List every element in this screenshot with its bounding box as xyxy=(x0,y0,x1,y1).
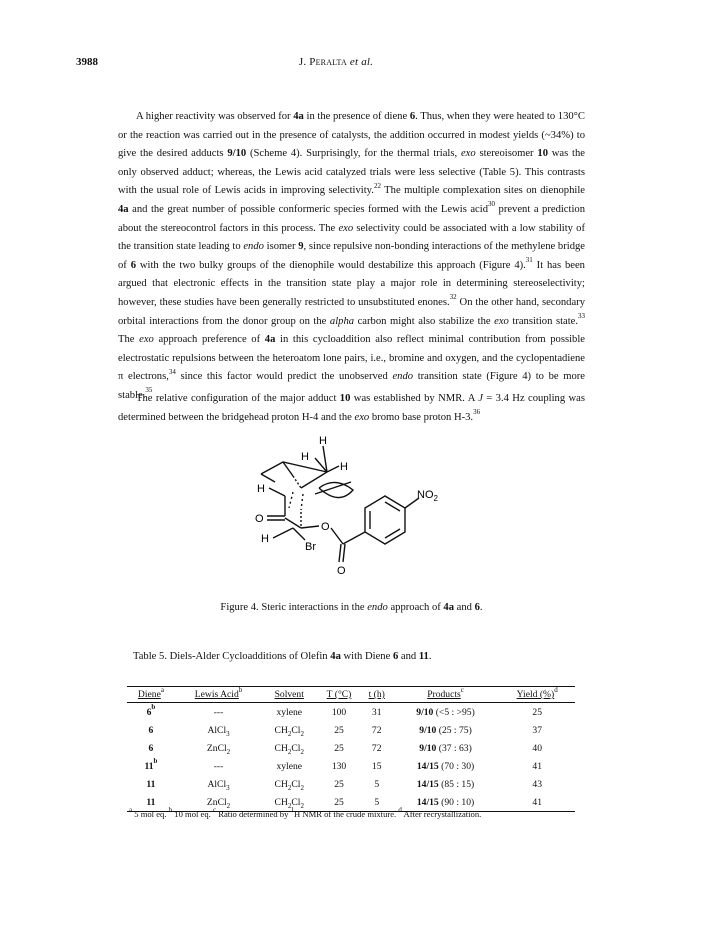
br-bond xyxy=(293,528,305,540)
footnote-mark: c xyxy=(212,806,217,815)
cell-yield xyxy=(499,757,575,775)
footnote-superscript: 1 xyxy=(290,806,295,815)
cell-value: 6 xyxy=(148,742,154,754)
cell-diene xyxy=(127,757,175,775)
cell-value: $CH_2Cl_2$ xyxy=(274,778,304,792)
paragraph-text xyxy=(118,390,585,427)
table-row xyxy=(127,721,575,739)
header-diene xyxy=(127,687,175,703)
cell-value: 25 xyxy=(532,706,542,718)
page-number: 3988 xyxy=(76,56,98,68)
compound-ref: 10 xyxy=(537,148,548,160)
steric-interaction-arc xyxy=(319,482,353,497)
reference-superscript: 33 xyxy=(578,312,586,320)
cell-value: 31 xyxy=(371,706,382,718)
cell-yield xyxy=(499,775,575,793)
caption-text: Figure 4. Steric interactions in the xyxy=(220,602,368,613)
paragraph-text xyxy=(118,108,585,406)
text-run: , since repulsive non-bonding interactions of the methylene bridge of xyxy=(118,241,585,271)
atom-label-h-bridge: H xyxy=(301,451,309,463)
benzene-ring xyxy=(365,496,405,544)
carbonyl-bond xyxy=(339,544,341,562)
cell-temperature xyxy=(316,739,361,757)
diene-left-edge xyxy=(261,474,275,482)
text-run: (Scheme 4). Surprisingly, for the thermal trials, xyxy=(246,148,461,160)
atom-label-nitro xyxy=(417,489,439,503)
cell-time xyxy=(362,703,392,722)
steric-cross-line xyxy=(315,482,351,494)
table-header-row xyxy=(127,687,575,703)
text-run: The xyxy=(118,334,140,346)
text-run: On the other hand, secondary orbital interactions from the donor group on the xyxy=(118,296,585,327)
italic-term: J xyxy=(478,393,483,404)
cell-ratio: (<5 : >95) xyxy=(435,706,475,718)
cell-value: xylene xyxy=(276,706,303,718)
compound-ref: 4a xyxy=(330,651,341,662)
cell-value: 9/10 xyxy=(419,724,437,736)
cell-temperature xyxy=(316,721,361,739)
cell-solvent xyxy=(262,757,316,775)
cell-value: 6 xyxy=(148,724,154,736)
cell-value: --- xyxy=(213,760,224,772)
text-run: The multiple complexation sites on dienophile xyxy=(380,185,585,197)
text-run: since this factor would predict the unobserved xyxy=(175,371,393,383)
atom-label-h-left: H xyxy=(257,483,265,495)
footnote-text: H NMR of the crude mixture. xyxy=(294,809,399,819)
cell-yield xyxy=(499,703,575,722)
cell-value: 43 xyxy=(532,778,542,790)
cell-value: 14/15 xyxy=(416,760,439,772)
footnote-text: After recrystallization. xyxy=(401,809,482,819)
cell-products xyxy=(392,703,500,722)
italic-term: exo xyxy=(338,222,354,234)
table-footnote xyxy=(129,806,482,819)
cell-value: 25 xyxy=(334,724,344,736)
footnote-mark: a xyxy=(129,806,133,815)
cell-ratio: (25 : 75) xyxy=(438,724,472,736)
cell-value: 25 xyxy=(334,778,344,790)
table-row xyxy=(127,775,575,793)
text-run: was the only observed adduct; whereas, the Lewis acid catalyzed trials were less selective (Table 5). This contrasts with the usual role of Lewis acids in improving selectivity. xyxy=(118,148,585,197)
cell-diene xyxy=(127,703,175,722)
cell-solvent xyxy=(262,703,316,722)
italic-term: endo xyxy=(243,241,264,253)
table-row xyxy=(127,703,575,722)
running-head-etal: et al. xyxy=(349,56,374,68)
atom-label-carbonyl-o: O xyxy=(337,565,346,577)
cell-ratio: (37 : 63) xyxy=(438,742,472,754)
text-run: in this cycloaddition also reflect minimal contribution from possible electrostatic repulsions between the heteroatom lone pairs, i.e., bromine and oxygen, and the cyclopentadiene π electrons, xyxy=(118,334,585,383)
cell-value: 41 xyxy=(532,796,542,808)
reference-superscript: 32 xyxy=(449,293,457,302)
italic-term: endo xyxy=(392,371,414,383)
header-lewis-acid xyxy=(175,687,262,703)
italic-term: exo xyxy=(494,315,509,327)
figure-caption xyxy=(118,602,585,613)
caption-text: . xyxy=(479,602,483,613)
cell-value: 72 xyxy=(371,742,382,754)
cell-subscript: 3 xyxy=(226,783,230,792)
header-products xyxy=(392,687,500,703)
cell-value: 25 xyxy=(334,742,344,754)
reference-superscript: 36 xyxy=(473,408,481,417)
header-label: t (h) xyxy=(368,689,385,700)
header-footnote-mark: d xyxy=(554,685,558,694)
header-label: Products xyxy=(427,689,461,700)
table-title-text: . xyxy=(428,651,432,662)
caption-text: approach of xyxy=(387,602,444,613)
text-run: with the two bulky groups of the dienophile would destabilize this approach (Figure 4). xyxy=(136,259,526,271)
footnote-mark: d xyxy=(398,806,402,815)
compound-ref: 4a xyxy=(443,602,455,613)
cell-ratio: (85 : 15) xyxy=(441,778,475,790)
cell-lewis-acid xyxy=(175,721,262,739)
atom-label-ketone-o: O xyxy=(255,513,264,525)
cell-value: $CH_2Cl_2$ xyxy=(274,796,304,810)
nitro-label-subscript: 2 xyxy=(433,494,438,503)
header-temperature xyxy=(316,687,361,703)
benzene-inner-bonds xyxy=(370,502,400,538)
text-run: was established by NMR. A xyxy=(350,393,479,404)
cell-value: ZnCl xyxy=(206,796,227,808)
table-title-text: Table 5. Diels-Alder Cycloadditions of Olefin xyxy=(133,651,331,662)
table-title-text: and xyxy=(398,651,419,662)
forming-bond-right xyxy=(301,494,303,510)
header-label: Solvent xyxy=(274,689,304,700)
cell-value: 11 xyxy=(144,760,154,772)
compound-ref: 4a xyxy=(118,203,129,215)
atom-label-h-top: H xyxy=(319,435,327,447)
caption-italic: endo xyxy=(367,602,388,613)
figure-4-structure xyxy=(235,432,455,582)
cell-products xyxy=(392,739,500,757)
reference-superscript: 30 xyxy=(488,200,495,209)
text-run: prevent a prediction about the stereocontrol factors in this process. The xyxy=(118,203,585,234)
table-row xyxy=(127,757,575,775)
compound-ref: 6 xyxy=(392,651,399,662)
ester-o-bond xyxy=(301,526,319,528)
cell-temperature xyxy=(316,703,361,722)
atom-label-br: Br xyxy=(305,541,316,553)
cell-value: 14/15 xyxy=(416,778,439,790)
text-run: transition state (Figure 4) to be more stable. xyxy=(118,371,585,401)
compound-ref: 6 xyxy=(409,111,416,122)
text-run: The relative configuration of the major adduct xyxy=(136,393,340,404)
cell-products xyxy=(392,775,500,793)
text-run: selectivity could be associated with a low stability of the transition state leading to xyxy=(118,222,585,253)
reference-superscript: 22 xyxy=(373,181,381,190)
cell-value: 5 xyxy=(374,778,380,790)
cell-subscript: 3 xyxy=(226,729,230,738)
cell-value: 11 xyxy=(146,796,156,808)
carbonyl-bond-double xyxy=(343,544,345,562)
ring-bond xyxy=(285,518,301,528)
running-head-author: J. Peralta xyxy=(298,56,347,68)
header-footnote-mark: b xyxy=(238,685,243,694)
text-run: bromo base proton H-3. xyxy=(369,411,474,423)
italic-term: alpha xyxy=(329,315,355,327)
cell-lewis-acid xyxy=(175,757,262,775)
diene-hidden-edge xyxy=(293,476,301,488)
compound-ref: 6 xyxy=(130,259,136,271)
cell-lewis-acid xyxy=(175,739,262,757)
text-run: transition state. xyxy=(508,315,579,327)
cell-time xyxy=(362,721,392,739)
cell-value: AlCl xyxy=(207,724,227,736)
cell-subscript: 2 xyxy=(226,747,231,756)
diene-back-edge xyxy=(261,462,327,474)
header-yield xyxy=(499,687,575,703)
cell-diene xyxy=(127,739,175,757)
cell-value: 40 xyxy=(532,742,542,754)
cell-value: 9/10 xyxy=(419,742,437,754)
h-bottom-bond xyxy=(273,528,293,538)
atom-label-h-right: H xyxy=(340,461,348,473)
page-header xyxy=(76,56,596,72)
text-run: A higher reactivity was observed for xyxy=(136,111,294,122)
italic-term: exo xyxy=(354,411,370,423)
text-run: isomer xyxy=(263,241,299,253)
header-label: T (°C) xyxy=(326,689,352,700)
h-left-bond xyxy=(269,488,285,496)
compound-ref: 4a xyxy=(293,111,304,122)
table-title xyxy=(133,651,432,662)
cell-value: 25 xyxy=(334,796,344,808)
cell-diene xyxy=(127,775,175,793)
cell-value: 37 xyxy=(532,724,542,736)
compound-ref: 9/10 xyxy=(227,148,247,160)
footnote-text: 10 mol eq. xyxy=(172,809,213,819)
reference-superscript: 31 xyxy=(525,256,533,265)
cell-temperature xyxy=(316,775,361,793)
footnote-mark: b xyxy=(168,806,173,815)
cell-value: 15 xyxy=(371,760,382,772)
text-run: in the presence of diene xyxy=(303,111,410,122)
atom-label-ester-o: O xyxy=(321,521,330,533)
text-run: carbon might also stabilize the xyxy=(354,315,495,327)
header-footnote-mark: c xyxy=(460,685,464,694)
endo-approach-structure-drawing xyxy=(235,432,455,582)
cell-products xyxy=(392,757,500,775)
text-run: It has been argued that electronic effects in the transition state play a major role in determining stereoselectivity; however, these studies have been generally restricted to unsubstituted enones. xyxy=(118,259,585,308)
text-run: . Thus, when they were heated to 130°C or the reaction was carried out in the presence of catalysts, the addition occurred in modest yields (~34%) to give the desired adducts xyxy=(118,111,585,160)
caption-text: and xyxy=(454,602,475,613)
cell-diene xyxy=(127,721,175,739)
compound-ref: 11 xyxy=(418,651,429,662)
italic-term: exo xyxy=(139,334,154,346)
cell-value: 9/10 xyxy=(416,706,434,718)
cell-value: 72 xyxy=(371,724,382,736)
cell-ratio: (70 : 30) xyxy=(441,760,475,772)
cell-yield xyxy=(499,793,575,812)
cell-subscript: 2 xyxy=(226,801,231,810)
aryl-link-bond xyxy=(343,532,365,544)
cell-value: 11 xyxy=(146,778,156,790)
table-title-text: with Diene xyxy=(340,651,393,662)
text-run: approach preference of xyxy=(153,334,265,346)
header-footnote-mark: a xyxy=(160,685,164,694)
cell-footnote-mark: b xyxy=(153,757,158,766)
compound-ref: 4a xyxy=(264,334,276,346)
cell-value: $CH_2Cl_2$ xyxy=(274,724,304,738)
italic-term: exo xyxy=(460,148,476,160)
cell-value: xylene xyxy=(276,760,303,772)
forming-bond-left xyxy=(289,492,293,508)
cell-footnote-mark: b xyxy=(151,703,156,712)
header-label: Diene xyxy=(137,689,161,700)
bridge-h-bond xyxy=(327,466,339,472)
text-run: = 3.4 Hz coupling was determined between the bridgehead proton H-4 and the xyxy=(118,393,585,423)
text-run: stereoisomer xyxy=(475,148,538,160)
header-solvent xyxy=(262,687,316,703)
cell-time xyxy=(362,757,392,775)
cell-value: $CH_2Cl_2$ xyxy=(274,742,304,756)
compound-ref: 10 xyxy=(339,393,351,404)
cell-yield xyxy=(499,721,575,739)
footnote-text: Ratio determined by xyxy=(216,809,291,819)
cell-yield xyxy=(499,739,575,757)
cell-solvent xyxy=(262,721,316,739)
header-time xyxy=(362,687,392,703)
cell-lewis-acid xyxy=(175,703,262,722)
table-row xyxy=(127,739,575,757)
ester-bond xyxy=(331,528,343,544)
cell-value: ZnCl xyxy=(206,742,227,754)
footnote-text: 5 mol eq. xyxy=(132,809,169,819)
reference-superscript: 35 xyxy=(145,386,153,395)
cell-value: 100 xyxy=(331,706,347,718)
cell-solvent xyxy=(262,739,316,757)
cell-products xyxy=(392,721,500,739)
compound-ref: 6 xyxy=(474,602,480,613)
text-run: and the great number of possible conformeric species formed with the Lewis acid xyxy=(128,203,488,215)
body-paragraph-2 xyxy=(118,390,585,427)
header-label: Yield (%) xyxy=(516,689,555,700)
reference-superscript: 34 xyxy=(168,367,176,376)
cell-time xyxy=(362,775,392,793)
cell-value: 130 xyxy=(331,760,347,772)
cell-value: 41 xyxy=(532,760,542,772)
header-label: Lewis Acid xyxy=(194,689,239,700)
cell-value: 6 xyxy=(146,706,152,718)
cell-ratio: (90 : 10) xyxy=(441,796,475,808)
cell-value: 5 xyxy=(374,796,380,808)
cell-lewis-acid xyxy=(175,775,262,793)
compound-ref: 9 xyxy=(298,241,304,253)
cell-solvent xyxy=(262,775,316,793)
atom-label-h-bottom: H xyxy=(261,533,269,545)
cell-time xyxy=(362,739,392,757)
cell-value: 14/15 xyxy=(416,796,439,808)
nitro-label-main: NO xyxy=(417,489,434,501)
cell-value: --- xyxy=(213,706,224,718)
running-head xyxy=(76,56,596,68)
cell-value: AlCl xyxy=(207,778,227,790)
body-paragraph-1 xyxy=(118,108,585,406)
cell-temperature xyxy=(316,757,361,775)
